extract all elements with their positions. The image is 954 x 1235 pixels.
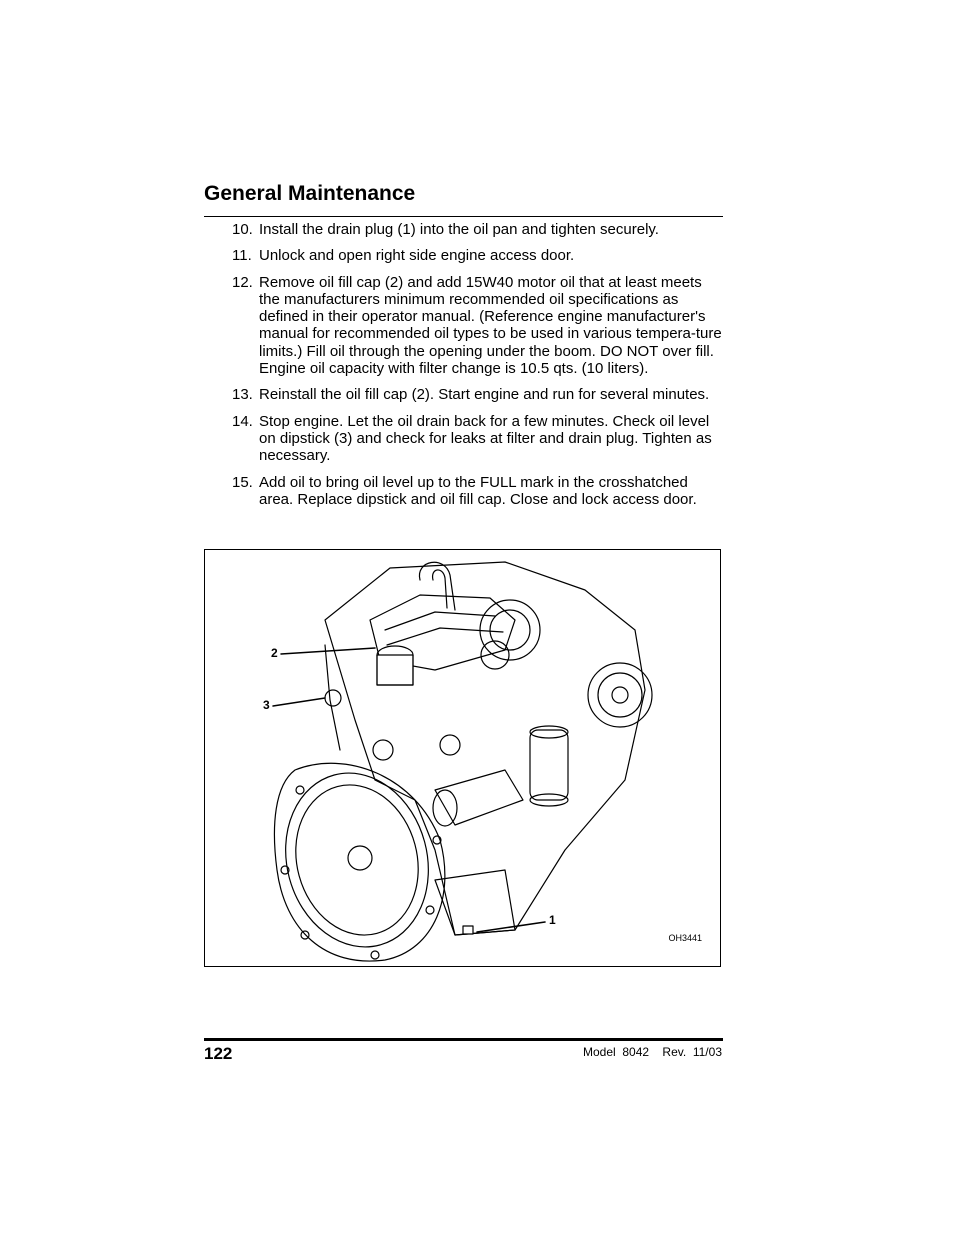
starter-motor bbox=[435, 770, 523, 825]
procedure-steps bbox=[232, 221, 724, 517]
engine-illustration bbox=[205, 550, 720, 966]
step-item bbox=[232, 474, 724, 509]
step-text: Add oil to bring oil level up to the FULL mark in the crosshatched area. Replace dipstick and oil fill cap. Close and lock access door. bbox=[259, 473, 697, 508]
callout-label-2: 2 bbox=[271, 646, 278, 660]
step-number: 14. bbox=[232, 412, 253, 430]
step-number: 10. bbox=[232, 221, 253, 238]
step-text: Remove oil fill cap (2) and add 15W40 motor oil that at least meets the manufacturers minimum recommended oil specifications as defined in their operator manual. (Reference engine manufacturer's manual for recommended oil types to be used in various tempera-ture limits.) Fill oil through the opening under the boom. DO NOT over fill. Engine oil capacity with filter change is 10.5 qts. (10 liters). bbox=[259, 273, 722, 378]
drain-plug bbox=[463, 926, 473, 934]
step-item bbox=[232, 247, 724, 264]
title-divider bbox=[204, 216, 723, 217]
step-item bbox=[232, 413, 724, 465]
step-text: Install the drain plug (1) into the oil pan and tighten securely. bbox=[259, 221, 659, 238]
figure-id: OH3441 bbox=[668, 933, 702, 943]
step-number: 13. bbox=[232, 386, 253, 404]
footer-divider bbox=[204, 1038, 723, 1041]
model-revision: Model 8042 Rev. 11/03 bbox=[583, 1045, 722, 1059]
callout-label-3: 3 bbox=[263, 698, 270, 712]
callout-label-1: 1 bbox=[549, 913, 556, 927]
callout-leader-2 bbox=[281, 648, 375, 654]
callout-leader-3 bbox=[273, 698, 325, 706]
step-number: 15. bbox=[232, 473, 253, 491]
step-text: Unlock and open right side engine access door. bbox=[259, 247, 575, 265]
turbocharger bbox=[480, 600, 540, 660]
engine-figure bbox=[204, 549, 721, 967]
page-number: 122 bbox=[204, 1044, 233, 1063]
step-item bbox=[232, 221, 724, 238]
oil-filter bbox=[530, 730, 568, 800]
section-title: General Maintenance bbox=[204, 182, 416, 205]
step-item bbox=[232, 386, 724, 403]
step-text: Stop engine. Let the oil drain back for a few minutes. Check oil level on dipstick (3) and check for leaks at filter and drain plug. Tighten as necessary. bbox=[259, 412, 712, 465]
flywheel-housing bbox=[274, 763, 444, 961]
step-number: 12. bbox=[232, 273, 253, 291]
step-text: Reinstall the oil fill cap (2). Start engine and run for several minutes. bbox=[259, 386, 710, 404]
step-number: 11. bbox=[232, 247, 252, 265]
step-item bbox=[232, 274, 724, 378]
dipstick-handle bbox=[325, 690, 341, 706]
